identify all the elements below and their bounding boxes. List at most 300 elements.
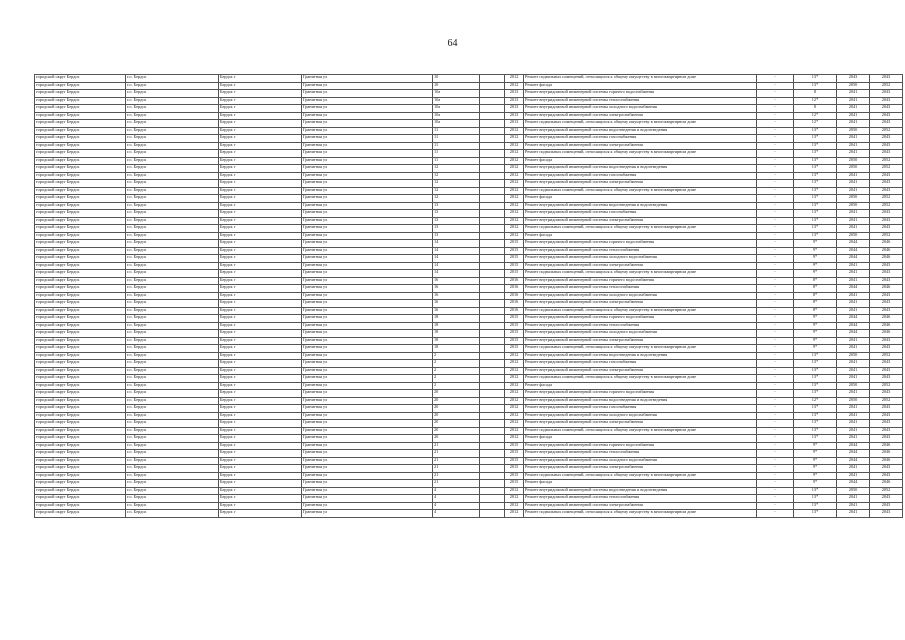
building-cell bbox=[480, 442, 505, 450]
street-cell: Гранитная ул bbox=[302, 277, 433, 285]
street-cell: Гранитная ул bbox=[302, 187, 433, 195]
interval-cell: 13* bbox=[794, 75, 837, 83]
period-end-cell: 2043 bbox=[870, 465, 903, 473]
city-district-cell: г.о. Бердск bbox=[126, 405, 219, 413]
building-cell bbox=[480, 217, 505, 225]
locality-cell: Бердск г bbox=[219, 247, 302, 255]
work-type-cell: Ремонт фасада bbox=[524, 382, 757, 390]
dash-cell: - bbox=[757, 352, 794, 360]
building-cell bbox=[480, 412, 505, 420]
street-cell: Гранитная ул bbox=[302, 487, 433, 495]
page-number: 64 bbox=[447, 38, 458, 49]
interval-cell: 9* bbox=[794, 270, 837, 278]
period-start-cell: 2041 bbox=[837, 465, 870, 473]
city-district-cell: г.о. Бердск bbox=[126, 262, 219, 270]
year-cell: 2012 bbox=[505, 495, 524, 503]
municipal-district-cell: городской округ Бердск bbox=[35, 90, 126, 98]
building-cell bbox=[480, 502, 505, 510]
dash-cell: - bbox=[757, 307, 794, 315]
year-cell: 2012 bbox=[505, 420, 524, 428]
street-cell: Гранитная ул bbox=[302, 270, 433, 278]
building-cell bbox=[480, 510, 505, 518]
locality-cell: Бердск г bbox=[219, 480, 302, 488]
year-cell: 2015 bbox=[505, 262, 524, 270]
table-row bbox=[35, 195, 903, 203]
house-number-cell: 12 bbox=[433, 187, 480, 195]
period-start-cell: 2041 bbox=[837, 307, 870, 315]
house-number-cell: 10 bbox=[433, 75, 480, 83]
period-end-cell: 2052 bbox=[870, 487, 903, 495]
locality-cell: Бердск г bbox=[219, 487, 302, 495]
period-start-cell: 2041 bbox=[837, 172, 870, 180]
interval-cell: 13* bbox=[794, 150, 837, 158]
house-number-cell: 12 bbox=[433, 180, 480, 188]
year-cell: 2012 bbox=[505, 127, 524, 135]
municipal-district-cell: городской округ Бердск bbox=[35, 307, 126, 315]
municipal-district-cell: городской округ Бердск bbox=[35, 247, 126, 255]
city-district-cell: г.о. Бердск bbox=[126, 322, 219, 330]
year-cell: 2015 bbox=[505, 472, 524, 480]
locality-cell: Бердск г bbox=[219, 82, 302, 90]
work-type-cell: Ремонт внутридомовой инженерной системы горячего водоснабжения bbox=[524, 315, 757, 323]
year-cell: 2012 bbox=[505, 195, 524, 203]
table-row bbox=[35, 360, 903, 368]
work-type-cell: Ремонт внутридомовой инженерной системы теплоснабжения bbox=[524, 247, 757, 255]
period-end-cell: 2043 bbox=[870, 307, 903, 315]
year-cell: 2012 bbox=[505, 382, 524, 390]
locality-cell: Бердск г bbox=[219, 472, 302, 480]
period-end-cell: 2043 bbox=[870, 75, 903, 83]
municipal-district-cell: городской округ Бердск bbox=[35, 172, 126, 180]
house-number-cell: 20 bbox=[433, 405, 480, 413]
building-cell bbox=[480, 300, 505, 308]
dash-cell: - bbox=[757, 210, 794, 218]
table-row bbox=[35, 465, 903, 473]
dash-cell: - bbox=[757, 405, 794, 413]
building-cell bbox=[480, 142, 505, 150]
city-district-cell: г.о. Бердск bbox=[126, 510, 219, 518]
building-cell bbox=[480, 285, 505, 293]
period-end-cell: 2046 bbox=[870, 480, 903, 488]
capital-repair-register-table bbox=[34, 74, 903, 518]
dash-cell: - bbox=[757, 502, 794, 510]
year-cell: 2016 bbox=[505, 285, 524, 293]
period-start-cell: 2044 bbox=[837, 442, 870, 450]
interval-cell: 8* bbox=[794, 307, 837, 315]
period-start-cell: 2041 bbox=[837, 367, 870, 375]
street-cell: Гранитная ул bbox=[302, 322, 433, 330]
period-start-cell: 2041 bbox=[837, 412, 870, 420]
period-start-cell: 2050 bbox=[837, 397, 870, 405]
period-start-cell: 2050 bbox=[837, 202, 870, 210]
dash-cell: - bbox=[757, 135, 794, 143]
work-type-cell: Ремонт внутридомовой инженерной системы холодного водоснабжения bbox=[524, 412, 757, 420]
city-district-cell: г.о. Бердск bbox=[126, 450, 219, 458]
work-type-cell: Ремонт внутридомовой инженерной системы электроснабжения bbox=[524, 367, 757, 375]
building-cell bbox=[480, 195, 505, 203]
interval-cell: 12* bbox=[794, 112, 837, 120]
interval-cell: 13* bbox=[794, 172, 837, 180]
building-cell bbox=[480, 210, 505, 218]
building-cell bbox=[480, 255, 505, 263]
building-cell bbox=[480, 450, 505, 458]
city-district-cell: г.о. Бердск bbox=[126, 97, 219, 105]
year-cell: 2012 bbox=[505, 375, 524, 383]
dash-cell: - bbox=[757, 480, 794, 488]
building-cell bbox=[480, 382, 505, 390]
period-start-cell: 2044 bbox=[837, 450, 870, 458]
building-cell bbox=[480, 457, 505, 465]
municipal-district-cell: городской округ Бердск bbox=[35, 480, 126, 488]
work-type-cell: Ремонт внутридомовой инженерной системы электроснабжения bbox=[524, 142, 757, 150]
period-end-cell: 2043 bbox=[870, 112, 903, 120]
table-row bbox=[35, 150, 903, 158]
period-end-cell: 2043 bbox=[870, 90, 903, 98]
year-cell: 2012 bbox=[505, 135, 524, 143]
street-cell: Гранитная ул bbox=[302, 465, 433, 473]
period-end-cell: 2052 bbox=[870, 165, 903, 173]
period-end-cell: 2043 bbox=[870, 270, 903, 278]
street-cell: Гранитная ул bbox=[302, 112, 433, 120]
dash-cell: - bbox=[757, 180, 794, 188]
dash-cell: - bbox=[757, 172, 794, 180]
municipal-district-cell: городской округ Бердск bbox=[35, 360, 126, 368]
work-type-cell: Ремонт фасада bbox=[524, 232, 757, 240]
period-start-cell: 2041 bbox=[837, 210, 870, 218]
building-cell bbox=[480, 120, 505, 128]
dash-cell: - bbox=[757, 262, 794, 270]
locality-cell: Бердск г bbox=[219, 397, 302, 405]
house-number-cell: 16 bbox=[433, 285, 480, 293]
period-start-cell: 2041 bbox=[837, 390, 870, 398]
work-type-cell: Ремонт внутридомовой инженерной системы горячего водоснабжения bbox=[524, 442, 757, 450]
work-type-cell: Ремонт фасада bbox=[524, 157, 757, 165]
locality-cell: Бердск г bbox=[219, 225, 302, 233]
table-row bbox=[35, 285, 903, 293]
building-cell bbox=[480, 397, 505, 405]
period-end-cell: 2043 bbox=[870, 187, 903, 195]
period-end-cell: 2043 bbox=[870, 150, 903, 158]
municipal-district-cell: городской округ Бердск bbox=[35, 457, 126, 465]
locality-cell: Бердск г bbox=[219, 375, 302, 383]
city-district-cell: г.о. Бердск bbox=[126, 75, 219, 83]
municipal-district-cell: городской округ Бердск bbox=[35, 75, 126, 83]
period-start-cell: 2050 bbox=[837, 352, 870, 360]
city-district-cell: г.о. Бердск bbox=[126, 360, 219, 368]
house-number-cell: 14 bbox=[433, 247, 480, 255]
period-start-cell: 2043 bbox=[837, 75, 870, 83]
dash-cell: - bbox=[757, 337, 794, 345]
city-district-cell: г.о. Бердск bbox=[126, 277, 219, 285]
municipal-district-cell: городской округ Бердск bbox=[35, 97, 126, 105]
municipal-district-cell: городской округ Бердск bbox=[35, 322, 126, 330]
work-type-cell: Ремонт фасада bbox=[524, 195, 757, 203]
dash-cell: - bbox=[757, 495, 794, 503]
street-cell: Гранитная ул bbox=[302, 457, 433, 465]
period-start-cell: 2050 bbox=[837, 165, 870, 173]
house-number-cell: 11 bbox=[433, 157, 480, 165]
city-district-cell: г.о. Бердск bbox=[126, 292, 219, 300]
city-district-cell: г.о. Бердск bbox=[126, 412, 219, 420]
locality-cell: Бердск г bbox=[219, 277, 302, 285]
municipal-district-cell: городской округ Бердск bbox=[35, 150, 126, 158]
building-cell bbox=[480, 495, 505, 503]
city-district-cell: г.о. Бердск bbox=[126, 375, 219, 383]
period-end-cell: 2043 bbox=[870, 225, 903, 233]
interval-cell: 13* bbox=[794, 435, 837, 443]
building-cell bbox=[480, 472, 505, 480]
dash-cell: - bbox=[757, 375, 794, 383]
locality-cell: Бердск г bbox=[219, 502, 302, 510]
locality-cell: Бердск г bbox=[219, 465, 302, 473]
city-district-cell: г.о. Бердск bbox=[126, 465, 219, 473]
year-cell: 2015 bbox=[505, 255, 524, 263]
municipal-district-cell: городской округ Бердск bbox=[35, 472, 126, 480]
locality-cell: Бердск г bbox=[219, 330, 302, 338]
street-cell: Гранитная ул bbox=[302, 120, 433, 128]
table-row bbox=[35, 480, 903, 488]
year-cell: 2012 bbox=[505, 82, 524, 90]
year-cell: 2012 bbox=[505, 217, 524, 225]
table-row bbox=[35, 487, 903, 495]
municipal-district-cell: городской округ Бердск bbox=[35, 510, 126, 518]
period-end-cell: 2043 bbox=[870, 262, 903, 270]
street-cell: Гранитная ул bbox=[302, 105, 433, 113]
period-start-cell: 2041 bbox=[837, 90, 870, 98]
city-district-cell: г.о. Бердск bbox=[126, 390, 219, 398]
building-cell bbox=[480, 375, 505, 383]
period-start-cell: 2041 bbox=[837, 510, 870, 518]
period-end-cell: 2043 bbox=[870, 135, 903, 143]
dash-cell: - bbox=[757, 187, 794, 195]
city-district-cell: г.о. Бердск bbox=[126, 240, 219, 248]
work-type-cell: Ремонт подвальных помещений, относящихся к общему имуществу в многоквартирном доме bbox=[524, 75, 757, 83]
table-row bbox=[35, 450, 903, 458]
street-cell: Гранитная ул bbox=[302, 90, 433, 98]
dash-cell: - bbox=[757, 285, 794, 293]
interval-cell: 8 bbox=[794, 90, 837, 98]
work-type-cell: Ремонт внутридомовой инженерной системы теплоснабжения bbox=[524, 97, 757, 105]
work-type-cell: Ремонт внутридомовой инженерной системы холодного водоснабжения bbox=[524, 457, 757, 465]
table-row bbox=[35, 375, 903, 383]
period-end-cell: 2043 bbox=[870, 435, 903, 443]
year-cell: 2015 bbox=[505, 345, 524, 353]
municipal-district-cell: городской округ Бердск bbox=[35, 337, 126, 345]
period-start-cell: 2041 bbox=[837, 375, 870, 383]
table-row bbox=[35, 510, 903, 518]
table-row bbox=[35, 262, 903, 270]
interval-cell: 9* bbox=[794, 450, 837, 458]
dash-cell: - bbox=[757, 510, 794, 518]
period-start-cell: 2041 bbox=[837, 277, 870, 285]
period-end-cell: 2046 bbox=[870, 450, 903, 458]
street-cell: Гранитная ул bbox=[302, 405, 433, 413]
house-number-cell: 12 bbox=[433, 165, 480, 173]
period-start-cell: 2041 bbox=[837, 142, 870, 150]
city-district-cell: г.о. Бердск bbox=[126, 472, 219, 480]
street-cell: Гранитная ул bbox=[302, 420, 433, 428]
municipal-district-cell: городской округ Бердск bbox=[35, 225, 126, 233]
period-end-cell: 2052 bbox=[870, 195, 903, 203]
period-end-cell: 2043 bbox=[870, 120, 903, 128]
municipal-district-cell: городской округ Бердск bbox=[35, 210, 126, 218]
interval-cell: 9* bbox=[794, 240, 837, 248]
locality-cell: Бердск г bbox=[219, 367, 302, 375]
house-number-cell: 18 bbox=[433, 330, 480, 338]
locality-cell: Бердск г bbox=[219, 210, 302, 218]
dash-cell: - bbox=[757, 217, 794, 225]
municipal-district-cell: городской округ Бердск bbox=[35, 300, 126, 308]
period-start-cell: 2041 bbox=[837, 360, 870, 368]
locality-cell: Бердск г bbox=[219, 120, 302, 128]
period-end-cell: 2043 bbox=[870, 105, 903, 113]
city-district-cell: г.о. Бердск bbox=[126, 135, 219, 143]
period-end-cell: 2046 bbox=[870, 457, 903, 465]
period-start-cell: 2044 bbox=[837, 330, 870, 338]
locality-cell: Бердск г bbox=[219, 240, 302, 248]
dash-cell: - bbox=[757, 142, 794, 150]
street-cell: Гранитная ул bbox=[302, 247, 433, 255]
building-cell bbox=[480, 90, 505, 98]
interval-cell: 12* bbox=[794, 97, 837, 105]
dash-cell: - bbox=[757, 322, 794, 330]
period-start-cell: 2041 bbox=[837, 217, 870, 225]
work-type-cell: Ремонт внутридомовой инженерной системы холодного водоснабжения bbox=[524, 330, 757, 338]
city-district-cell: г.о. Бердск bbox=[126, 255, 219, 263]
interval-cell: 13* bbox=[794, 82, 837, 90]
period-start-cell: 2041 bbox=[837, 337, 870, 345]
work-type-cell: Ремонт подвальных помещений, относящихся к общему имуществу в многоквартирном доме bbox=[524, 307, 757, 315]
period-end-cell: 2043 bbox=[870, 412, 903, 420]
building-cell bbox=[480, 97, 505, 105]
street-cell: Гранитная ул bbox=[302, 502, 433, 510]
city-district-cell: г.о. Бердск bbox=[126, 232, 219, 240]
interval-cell: 13* bbox=[794, 157, 837, 165]
building-cell bbox=[480, 367, 505, 375]
city-district-cell: г.о. Бердск bbox=[126, 195, 219, 203]
street-cell: Гранитная ул bbox=[302, 352, 433, 360]
work-type-cell: Ремонт внутридомовой инженерной системы газоснабжения bbox=[524, 360, 757, 368]
locality-cell: Бердск г bbox=[219, 382, 302, 390]
work-type-cell: Ремонт подвальных помещений, относящихся к общему имуществу в многоквартирном доме bbox=[524, 187, 757, 195]
period-start-cell: 2044 bbox=[837, 247, 870, 255]
building-cell bbox=[480, 232, 505, 240]
building-cell bbox=[480, 277, 505, 285]
building-cell bbox=[480, 465, 505, 473]
locality-cell: Бердск г bbox=[219, 142, 302, 150]
year-cell: 2012 bbox=[505, 210, 524, 218]
year-cell: 2012 bbox=[505, 142, 524, 150]
interval-cell: 13* bbox=[794, 502, 837, 510]
table-row bbox=[35, 382, 903, 390]
city-district-cell: г.о. Бердск bbox=[126, 337, 219, 345]
interval-cell: 13* bbox=[794, 420, 837, 428]
year-cell: 2012 bbox=[505, 232, 524, 240]
period-end-cell: 2043 bbox=[870, 142, 903, 150]
locality-cell: Бердск г bbox=[219, 450, 302, 458]
work-type-cell: Ремонт внутридомовой инженерной системы горячего водоснабжения bbox=[524, 277, 757, 285]
municipal-district-cell: городской округ Бердск bbox=[35, 397, 126, 405]
period-start-cell: 2041 bbox=[837, 292, 870, 300]
city-district-cell: г.о. Бердск bbox=[126, 427, 219, 435]
period-start-cell: 2050 bbox=[837, 82, 870, 90]
period-end-cell: 2046 bbox=[870, 322, 903, 330]
house-number-cell: 2 bbox=[433, 360, 480, 368]
period-start-cell: 2041 bbox=[837, 262, 870, 270]
dash-cell: - bbox=[757, 292, 794, 300]
interval-cell: 8 bbox=[794, 105, 837, 113]
interval-cell: 8* bbox=[794, 285, 837, 293]
period-start-cell: 2041 bbox=[837, 105, 870, 113]
dash-cell: - bbox=[757, 120, 794, 128]
building-cell bbox=[480, 427, 505, 435]
work-type-cell: Ремонт внутридомовой инженерной системы электроснабжения bbox=[524, 262, 757, 270]
city-district-cell: г.о. Бердск bbox=[126, 105, 219, 113]
building-cell bbox=[480, 337, 505, 345]
street-cell: Гранитная ул bbox=[302, 345, 433, 353]
city-district-cell: г.о. Бердск bbox=[126, 300, 219, 308]
locality-cell: Бердск г bbox=[219, 337, 302, 345]
table-row bbox=[35, 172, 903, 180]
work-type-cell: Ремонт внутридомовой инженерной системы газоснабжения bbox=[524, 135, 757, 143]
house-number-cell: 11 bbox=[433, 127, 480, 135]
building-cell bbox=[480, 157, 505, 165]
city-district-cell: г.о. Бердск bbox=[126, 90, 219, 98]
locality-cell: Бердск г bbox=[219, 315, 302, 323]
city-district-cell: г.о. Бердск bbox=[126, 187, 219, 195]
period-end-cell: 2046 bbox=[870, 240, 903, 248]
table-row bbox=[35, 337, 903, 345]
building-cell bbox=[480, 345, 505, 353]
house-number-cell: 13 bbox=[433, 217, 480, 225]
building-cell bbox=[480, 435, 505, 443]
interval-cell: 9* bbox=[794, 322, 837, 330]
table-row bbox=[35, 75, 903, 83]
locality-cell: Бердск г bbox=[219, 180, 302, 188]
street-cell: Гранитная ул bbox=[302, 510, 433, 518]
city-district-cell: г.о. Бердск bbox=[126, 285, 219, 293]
municipal-district-cell: городской округ Бердск bbox=[35, 292, 126, 300]
period-start-cell: 2044 bbox=[837, 255, 870, 263]
building-cell bbox=[480, 75, 505, 83]
work-type-cell: Ремонт внутридомовой инженерной системы электроснабжения bbox=[524, 300, 757, 308]
dash-cell: - bbox=[757, 127, 794, 135]
city-district-cell: г.о. Бердск bbox=[126, 217, 219, 225]
locality-cell: Бердск г bbox=[219, 255, 302, 263]
work-type-cell: Ремонт внутридомовой инженерной системы горячего водоснабжения bbox=[524, 390, 757, 398]
house-number-cell: 10а bbox=[433, 120, 480, 128]
period-end-cell: 2043 bbox=[870, 427, 903, 435]
year-cell: 2012 bbox=[505, 487, 524, 495]
work-type-cell: Ремонт подвальных помещений, относящихся к общему имуществу в многоквартирном доме bbox=[524, 510, 757, 518]
house-number-cell: 20 bbox=[433, 390, 480, 398]
municipal-district-cell: городской округ Бердск bbox=[35, 112, 126, 120]
municipal-district-cell: городской округ Бердск bbox=[35, 240, 126, 248]
interval-cell: 12* bbox=[794, 120, 837, 128]
street-cell: Гранитная ул bbox=[302, 285, 433, 293]
dash-cell: - bbox=[757, 90, 794, 98]
interval-cell: 13* bbox=[794, 187, 837, 195]
locality-cell: Бердск г bbox=[219, 360, 302, 368]
building-cell bbox=[480, 135, 505, 143]
period-start-cell: 2041 bbox=[837, 502, 870, 510]
municipal-district-cell: городской округ Бердск bbox=[35, 487, 126, 495]
year-cell: 2012 bbox=[505, 405, 524, 413]
year-cell: 2015 bbox=[505, 465, 524, 473]
street-cell: Гранитная ул bbox=[302, 315, 433, 323]
interval-cell: 13* bbox=[794, 405, 837, 413]
municipal-district-cell: городской округ Бердск bbox=[35, 217, 126, 225]
